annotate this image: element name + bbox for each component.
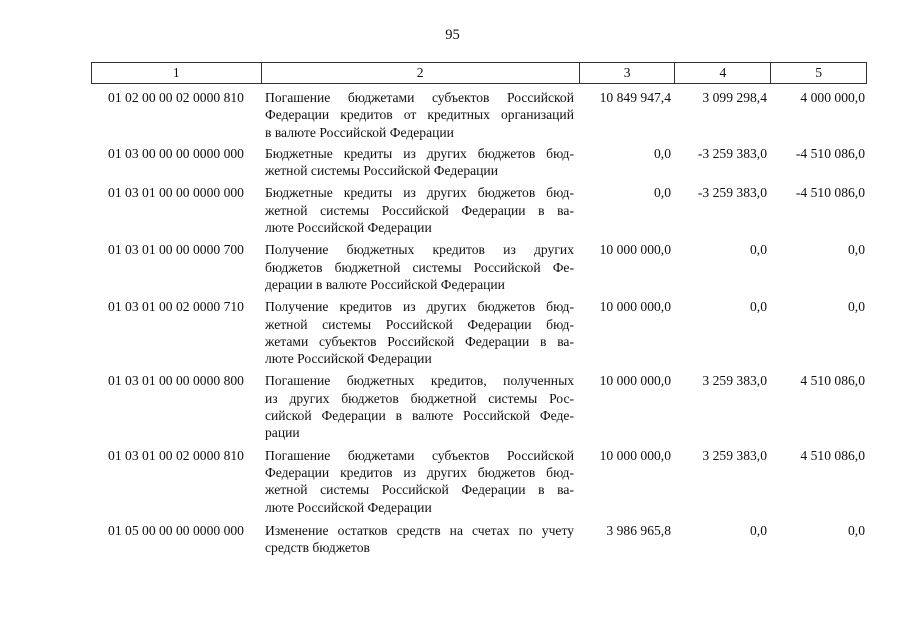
table-row	[91, 145, 867, 180]
item-name-line: жетной системы Российской Федерации бюд-	[265, 316, 574, 332]
budget-code: 01 03 01 00 02 0000 710	[108, 299, 244, 315]
item-name	[261, 522, 580, 557]
amount-col-5: 4 510 086,0	[800, 447, 865, 463]
item-name-line: люте Российской Федерации	[265, 499, 432, 515]
amount-col-5: 0,0	[848, 522, 865, 538]
item-name	[261, 89, 580, 141]
budget-code: 01 03 01 00 00 0000 800	[108, 373, 244, 389]
amount-col-5: 0,0	[848, 242, 865, 258]
header-col-5: 5	[815, 65, 822, 80]
item-name-line: дерации в валюте Российской Федерации	[265, 276, 505, 292]
amount-col-4: 0,0	[750, 242, 767, 258]
table-row	[91, 241, 867, 293]
amount-col-3: 0,0	[654, 145, 671, 161]
amount-col-5: -4 510 086,0	[795, 145, 865, 161]
item-name-line: Получение бюджетных кредитов из других	[265, 242, 574, 258]
amount-col-4: 0,0	[750, 522, 767, 538]
amount-col-3: 0,0	[654, 185, 671, 201]
item-name	[261, 447, 580, 516]
budget-code: 01 03 01 00 00 0000 000	[108, 185, 244, 201]
amount-col-3: 10 000 000,0	[599, 299, 671, 315]
amount-col-3: 10 000 000,0	[599, 447, 671, 463]
item-name-line: жетной системы Российской Федерации в ва-	[265, 482, 574, 498]
budget-code: 01 02 00 00 02 0000 810	[108, 90, 244, 105]
header-col-3: 3	[580, 63, 676, 83]
amount-col-4: 3 099 298,4	[702, 90, 767, 105]
budget-code: 01 03 01 00 00 0000 700	[108, 242, 244, 258]
item-name-line: Погашение бюджетных кредитов, полученных	[265, 373, 574, 389]
item-name	[261, 184, 580, 236]
amount-col-5: 4 000 000,0	[800, 90, 865, 105]
item-name-line: люте Российской Федерации	[265, 351, 432, 367]
item-name-line: люте Российской Федерации	[265, 220, 432, 236]
page-number: 95	[445, 27, 460, 43]
item-name-line: Федерации кредитов от кредитных организаций	[265, 107, 574, 123]
item-name-line: из других бюджетов бюджетной системы Рос-	[265, 390, 574, 406]
amount-col-3: 10 849 947,4	[599, 90, 671, 105]
item-name	[261, 372, 580, 441]
amount-col-3: 3 986 965,8	[606, 522, 671, 538]
item-name-line: жетами субъектов Российской Федерации в ва-	[265, 333, 574, 349]
header-col-4: 4	[675, 63, 771, 83]
amount-col-5: 0,0	[848, 299, 865, 315]
amount-col-4: 3 259 383,0	[702, 373, 767, 389]
amount-col-5: 4 510 086,0	[800, 373, 865, 389]
item-name	[261, 298, 580, 367]
item-name-line: Погашение бюджетами субъектов Российской	[265, 90, 574, 105]
table-header	[91, 62, 867, 84]
amount-col-4: 0,0	[750, 299, 767, 315]
table-row	[91, 298, 867, 367]
table-row	[91, 89, 867, 141]
header-col-2: 2	[262, 63, 580, 83]
item-name-line: Получение кредитов из других бюджетов бюд-	[265, 299, 574, 315]
item-name	[261, 241, 580, 293]
table-row	[91, 184, 867, 236]
budget-code: 01 03 00 00 00 0000 000	[108, 145, 244, 161]
amount-col-4: -3 259 383,0	[697, 185, 767, 201]
table-row	[91, 522, 867, 557]
item-name-line: Бюджетные кредиты из других бюджетов бюд-	[265, 185, 574, 201]
amount-col-5: -4 510 086,0	[795, 185, 865, 201]
item-name-line: в валюте Российской Федерации	[265, 124, 454, 140]
item-name-line: рации	[265, 425, 300, 441]
item-name	[261, 145, 580, 180]
budget-code: 01 05 00 00 00 0000 000	[108, 522, 244, 538]
amount-col-3: 10 000 000,0	[599, 242, 671, 258]
amount-col-4: 3 259 383,0	[702, 447, 767, 463]
item-name-line: Бюджетные кредиты из других бюджетов бюд-	[265, 145, 574, 161]
item-name-line: Изменение остатков средств на счетах по учету	[265, 522, 574, 538]
item-name-line: средств бюджетов	[265, 540, 370, 556]
item-name-line: жетной системы Российской Федерации	[265, 163, 498, 179]
amount-col-4: -3 259 383,0	[697, 145, 767, 161]
table-row	[91, 372, 867, 441]
table-body	[91, 89, 867, 556]
header-col-1: 1	[92, 63, 262, 83]
item-name-line: бюджетов бюджетной системы Российской Фе-	[265, 259, 574, 275]
item-name-line: Погашение бюджетами субъектов Российской	[265, 447, 574, 463]
item-name-line: сийской Федерации в валюте Российской Феде-	[265, 408, 574, 424]
table-row	[91, 447, 867, 516]
amount-col-3: 10 000 000,0	[599, 373, 671, 389]
item-name-line: Федерации кредитов из других бюджетов бюд-	[265, 464, 574, 480]
item-name-line: жетной системы Российской Федерации в ва-	[265, 202, 574, 218]
budget-code: 01 03 01 00 02 0000 810	[108, 447, 244, 463]
